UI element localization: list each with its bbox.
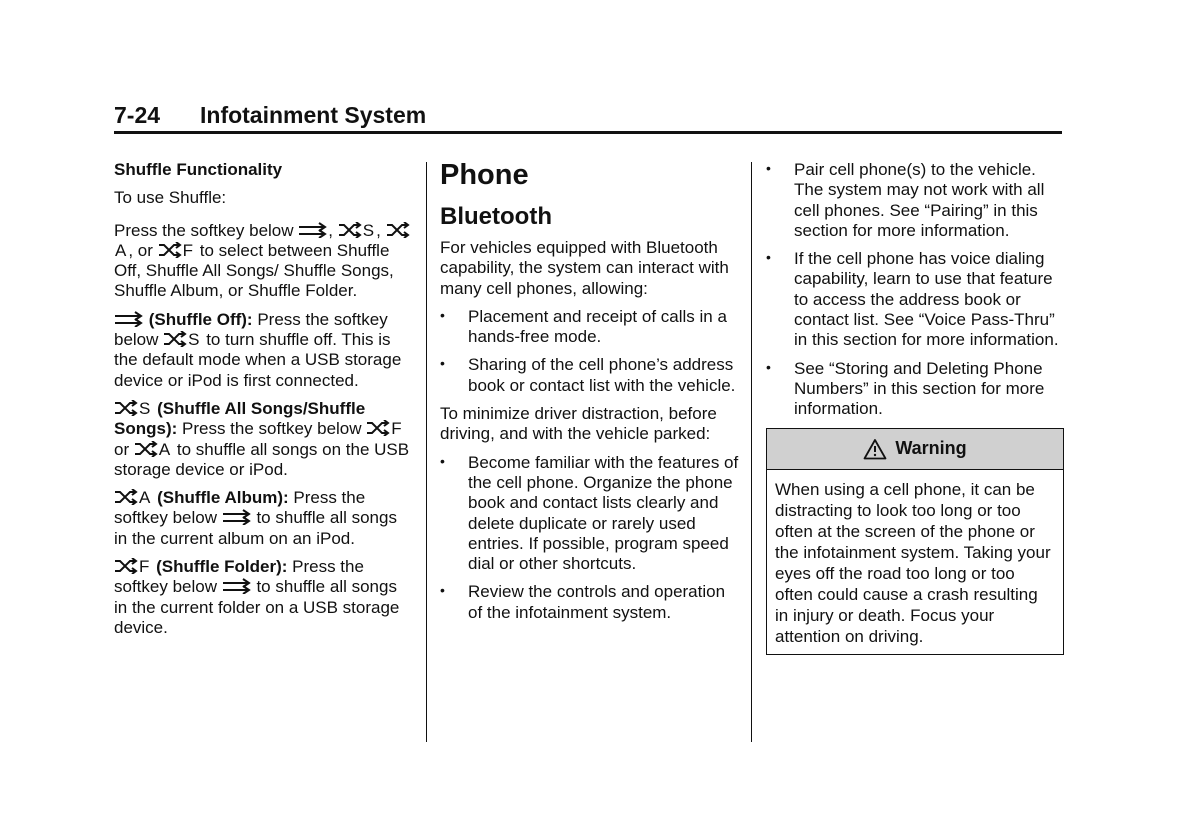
column-shuffle [114, 160, 414, 646]
page-header [114, 100, 1062, 134]
warning-header [767, 429, 1063, 470]
bluetooth-intro: For vehicles equipped with Bluetooth capability, the system can interact with many cell phones, allowing: [440, 238, 729, 298]
shuffle-off-paragraph [114, 310, 414, 391]
shuffle-icon [163, 331, 187, 347]
column-divider-1 [426, 162, 427, 742]
text-fragment: , [328, 220, 338, 240]
text-fragment: Press the softkey below [114, 557, 364, 597]
column-phone-continued [766, 160, 1064, 655]
minimize-text: To minimize driver distraction, before driving, and with the vehicle parked: [440, 404, 717, 444]
to-use-text: To use Shuffle: [114, 188, 227, 208]
list-item: • Become familiar with the features of the cell phone. Organize the phone book and contact lists clearly and delete duplicate or rarely used entries. If possible, program speed dial or other shortcuts. [440, 453, 740, 575]
shuffle-album-letter: A [139, 488, 151, 508]
shuffle-off-icon [114, 311, 144, 327]
column-phone [440, 160, 740, 631]
page-number: 7-24 [114, 102, 161, 128]
shuffle-icon [366, 420, 390, 436]
shuffle-songs-letter: S [188, 330, 200, 350]
list-item: • Pair cell phone(s) to the vehicle. The system may not work with all cell phones. See “Pairing” in this section for more information. [766, 160, 1064, 241]
list-item: • See “Storing and Deleting Phone Numbers” in this section for more information. [766, 359, 1064, 420]
text-fragment: Press the softkey below [177, 419, 367, 439]
list-item: • Review the controls and operation of the infotainment system. [440, 582, 740, 623]
shuffle-folder-label: (Shuffle Folder): [156, 557, 288, 577]
phone-heading: Phone [440, 159, 529, 191]
shuffle-icon [114, 400, 138, 416]
shuffle-off-icon [298, 222, 328, 238]
shuffle-heading: Shuffle Functionality [114, 160, 283, 179]
shuffle-songs-letter: S [362, 220, 375, 240]
text-fragment: to select between Shuffle Off, Shuffle All Songs/ Shuffle Songs, Shuffle Album, or Shuffle Folder. [114, 240, 394, 301]
bluetooth-heading: Bluetooth [440, 203, 552, 230]
shuffle-album-paragraph [114, 488, 414, 549]
shuffle-album-label: (Shuffle Album): [157, 488, 289, 508]
list-item: • Placement and receipt of calls in a hands-free mode. [440, 307, 740, 348]
shuffle-all-label: (Shuffle All Songs/Shuffle Songs): [114, 398, 366, 439]
shuffle-icon [158, 242, 182, 258]
warning-box [766, 428, 1064, 655]
shuffle-folder-letter: F [139, 557, 150, 577]
shuffle-songs-letter: S [139, 398, 151, 418]
shuffle-icon [114, 489, 138, 505]
pairing-list [766, 160, 1064, 420]
list-item: • If the cell phone has voice dialing capability, learn to use that feature to access the address book or contact list. See “Voice Pass-Thru” in this section for more information. [766, 249, 1064, 350]
text-fragment: to shuffle all songs in the current folder on a USB storage device. [114, 577, 400, 637]
shuffle-icon [134, 441, 158, 457]
text-fragment: or [114, 439, 134, 459]
shuffle-off-icon [222, 509, 252, 525]
shuffle-icon [386, 222, 410, 238]
shuffle-intro-paragraph: Press the softkey below , S , A , or F to select between Shuffle Off, Shuffle All Songs/ Shuffle Songs, Shuffle Album, or Shuffle Folder. [114, 221, 414, 302]
column-divider-2 [751, 162, 752, 742]
text-fragment: Press the softkey below [114, 220, 299, 240]
text-fragment: Press the softkey below [114, 488, 366, 528]
warning-triangle-icon [863, 438, 887, 460]
text-fragment: Press the softkey below [114, 309, 388, 350]
shuffle-off-icon [222, 578, 252, 594]
shuffle-folder-letter: F [391, 419, 402, 439]
shuffle-all-paragraph [114, 399, 414, 480]
shuffle-folder-letter: F [182, 240, 194, 260]
shuffle-album-letter: A [158, 439, 171, 459]
warning-text: When using a cell phone, it can be distracting to look too long or too often at the screen of the phone or the infotainment system. Taking your eyes off the road too long or too often could cause a crash resulting in injury or death. Focus your attention on driving. [775, 479, 1051, 646]
text-fragment: to shuffle all songs in the current album on an iPod. [114, 508, 397, 548]
text-fragment: to shuffle all songs on the USB storage device or iPod. [114, 439, 410, 479]
bluetooth-list [440, 307, 740, 396]
text-fragment: to turn shuffle off. This is the default mode when a USB storage device or iPod is first connected. [114, 330, 402, 390]
driving-list [440, 453, 740, 623]
shuffle-off-label: (Shuffle Off): [148, 309, 253, 329]
shuffle-folder-paragraph [114, 557, 414, 638]
shuffle-icon [338, 222, 362, 238]
list-item: • Sharing of the cell phone’s address book or contact list with the vehicle. [440, 355, 740, 396]
shuffle-album-letter: A [115, 240, 127, 260]
text-fragment: , or [128, 240, 158, 260]
warning-title: Warning [895, 438, 967, 459]
shuffle-icon [114, 558, 138, 574]
section-title: Infotainment System [200, 102, 427, 128]
